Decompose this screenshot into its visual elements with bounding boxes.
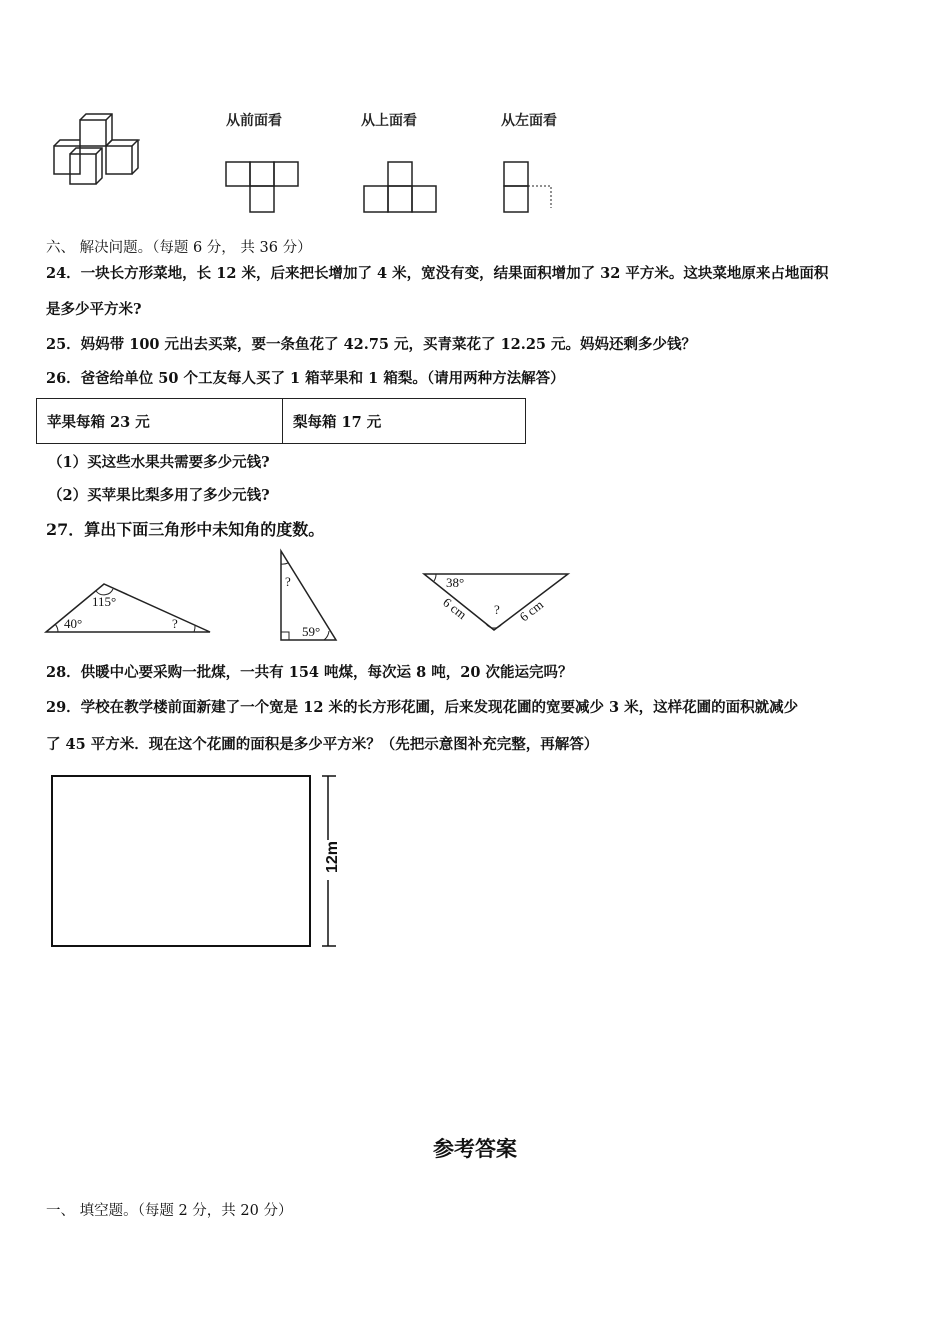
- tri1-angle-top: 115°: [92, 594, 117, 609]
- tri3-angle-left: 38°: [446, 575, 465, 590]
- tri3-angle-bottom: ?: [494, 602, 500, 617]
- pear-price-cell: 梨每箱 17 元: [283, 399, 526, 444]
- tri1-angle-left: 40°: [64, 616, 83, 631]
- front-view-figure: [226, 162, 300, 214]
- q25-text: 25．妈妈带 100 元出去买菜，要一条鱼花了 42.75 元，买青菜花了 12.25 元。妈妈还剩多少钱？: [46, 336, 697, 353]
- tri1-angle-right: ?: [172, 616, 178, 631]
- triangle-3-figure: [422, 570, 572, 634]
- top-view-label: 从上面看: [361, 113, 417, 129]
- tri2-angle-bottom: 59°: [302, 624, 321, 639]
- section6-title: 六、 解决问题。（每题 6 分， 共 36 分）: [46, 240, 312, 256]
- q26-sub1: （1）买这些水果共需要多少元钱?: [48, 454, 270, 471]
- q26-text: 26．爸爸给单位 50 个工友每人买了 1 箱苹果和 1 箱梨。（请用两种方法解答）: [46, 370, 565, 387]
- garden-width-label: 12m: [324, 840, 341, 874]
- left-view-label: 从左面看: [501, 113, 557, 129]
- tri3-side-right: 6 cm: [516, 596, 547, 625]
- triangle-1-figure: [44, 580, 214, 636]
- left-view-figure: [503, 162, 553, 214]
- top-view-figure: [363, 162, 439, 214]
- answers-heading: 参考答案: [433, 1136, 517, 1161]
- q29-line1: 29．学校在教学楼前面新建了一个宽是 12 米的长方形花圃，后来发现花圃的宽要减少 3 米，这样花圃的面积就减少: [46, 699, 799, 716]
- q24-line2: 是多少平方米?: [46, 301, 142, 318]
- tri3-side-left: 6 cm: [440, 594, 470, 623]
- garden-diagram: [50, 770, 350, 952]
- q26-sub2: （2）买苹果比梨多用了多少元钱?: [48, 487, 270, 504]
- answers-section1-title: 一、 填空题。（每题 2 分，共 20 分）: [46, 1203, 293, 1219]
- triangle-2-figure: [278, 548, 340, 644]
- q27-text: 27．算出下面三角形中未知角的度数。: [46, 520, 325, 539]
- front-view-label: 从前面看: [226, 113, 282, 129]
- q29-line2: 了 45 平方米．现在这个花圃的面积是多少平方米？（先把示意图补充完整，再解答）: [46, 736, 599, 753]
- q28-text: 28．供暖中心要采购一批煤，一共有 154 吨煤，每次运 8 吨，20 次能运完吗？: [46, 664, 573, 681]
- tri2-angle-top: ?: [285, 574, 291, 589]
- apple-price-cell: 苹果每箱 23 元: [37, 399, 283, 444]
- q24-line1: 24．一块长方形菜地，长 12 米，后来把长增加了 4 米，宽没有变，结果面积增加了 32 平方米。这块菜地原来占地面积: [46, 265, 829, 282]
- cube-stack-figure: [50, 112, 160, 188]
- fruit-price-table: [36, 398, 526, 444]
